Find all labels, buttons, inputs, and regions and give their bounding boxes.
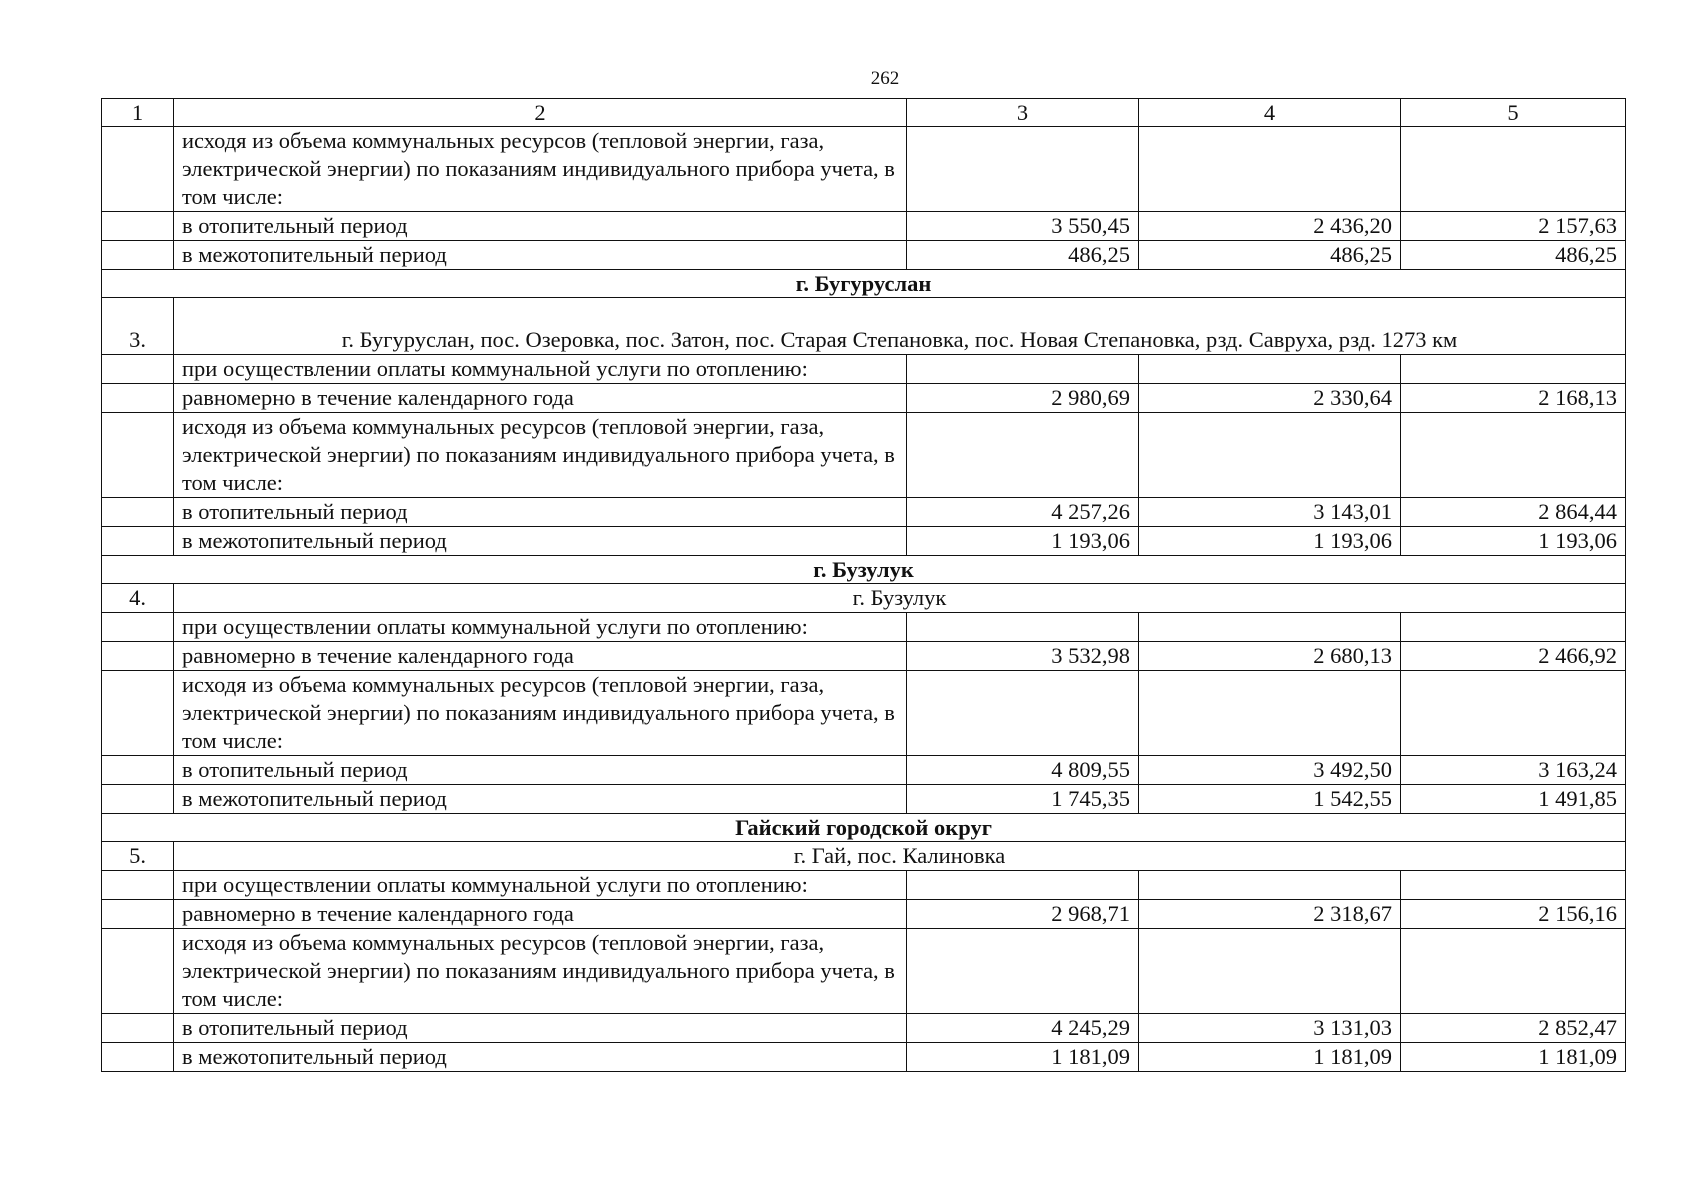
value-col3: 3 532,98 [907,642,1139,671]
row-number-cell [102,212,174,241]
column-number-header [102,99,1626,127]
value-col5 [1401,671,1626,756]
row-number-cell [102,785,174,814]
value-col3: 4 245,29 [907,1014,1139,1043]
value-col4 [1139,929,1401,1014]
table-row [102,1014,1626,1043]
table-row [102,613,1626,642]
table-row [102,498,1626,527]
value-col3: 4 257,26 [907,498,1139,527]
value-col4: 3 492,50 [1139,756,1401,785]
header-cell: 5 [1401,99,1626,127]
value-col4: 2 318,67 [1139,900,1401,929]
value-col3 [907,671,1139,756]
value-col4: 2 680,13 [1139,642,1401,671]
value-col4: 1 542,55 [1139,785,1401,814]
row-number-cell [102,642,174,671]
value-col3 [907,413,1139,498]
row-number-cell [102,929,174,1014]
value-col3 [907,127,1139,212]
row-number-cell [102,498,174,527]
description-cell: при осуществлении оплаты коммунальной услуги по отоплению: [174,355,907,384]
value-col5 [1401,127,1626,212]
row-number-cell [102,900,174,929]
value-col4: 1 193,06 [1139,527,1401,556]
value-col3: 4 809,55 [907,756,1139,785]
city-heading: г. Бугуруслан [102,270,1626,298]
value-col3 [907,355,1139,384]
table-row [102,756,1626,785]
city-heading: г. Бузулук [102,556,1626,584]
value-col4 [1139,613,1401,642]
table-row [102,127,1626,212]
value-col4 [1139,871,1401,900]
value-col3: 1 181,09 [907,1043,1139,1072]
table-row [102,871,1626,900]
locality-name: г. Бузулук [174,584,1626,613]
row-number-cell [102,241,174,270]
header-cell: 2 [174,99,907,127]
value-col5: 2 168,13 [1401,384,1626,413]
row-number-cell [102,1014,174,1043]
description-cell: равномерно в течение календарного года [174,900,907,929]
row-number-cell [102,613,174,642]
value-col5: 2 157,63 [1401,212,1626,241]
value-col4: 2 436,20 [1139,212,1401,241]
value-col3: 1 745,35 [907,785,1139,814]
table-row [102,355,1626,384]
row-number-cell [102,127,174,212]
value-col5 [1401,413,1626,498]
value-col3: 486,25 [907,241,1139,270]
value-col3 [907,871,1139,900]
description-cell: в межотопительный период [174,1043,907,1072]
city-heading-row [102,556,1626,584]
row-number-cell [102,413,174,498]
description-cell: исходя из объема коммунальных ресурсов (тепловой энергии, газа, электрической энергии) по показаниям индивидуального прибора учета, в том числе: [174,671,907,756]
row-number-cell [102,756,174,785]
value-col4: 1 181,09 [1139,1043,1401,1072]
value-col3: 1 193,06 [907,527,1139,556]
value-col4 [1139,413,1401,498]
item-number: 5. [102,842,174,871]
table-row [102,642,1626,671]
description-cell: в отопительный период [174,498,907,527]
locality-row [102,842,1626,871]
value-col5: 1 193,06 [1401,527,1626,556]
value-col5: 486,25 [1401,241,1626,270]
value-col3: 2 980,69 [907,384,1139,413]
value-col4: 3 143,01 [1139,498,1401,527]
description-cell: исходя из объема коммунальных ресурсов (тепловой энергии, газа, электрической энергии) по показаниям индивидуального прибора учета, в том числе: [174,413,907,498]
table-row [102,785,1626,814]
value-col5: 1 491,85 [1401,785,1626,814]
value-col5 [1401,871,1626,900]
row-number-cell [102,527,174,556]
value-col5 [1401,613,1626,642]
locality-row [102,298,1626,355]
description-cell: равномерно в течение календарного года [174,642,907,671]
city-heading: Гайский городской округ [102,814,1626,842]
description-cell: исходя из объема коммунальных ресурсов (тепловой энергии, газа, электрической энергии) по показаниям индивидуального прибора учета, в том числе: [174,127,907,212]
header-cell: 3 [907,99,1139,127]
value-col5: 2 156,16 [1401,900,1626,929]
table-row [102,413,1626,498]
value-col5: 3 163,24 [1401,756,1626,785]
value-col5: 2 864,44 [1401,498,1626,527]
value-col5: 2 466,92 [1401,642,1626,671]
value-col3 [907,929,1139,1014]
row-number-cell [102,871,174,900]
description-cell: в межотопительный период [174,527,907,556]
page-number: 262 [870,68,900,89]
item-number: 3. [102,298,174,355]
table-row [102,1043,1626,1072]
value-col4: 3 131,03 [1139,1014,1401,1043]
item-number: 4. [102,584,174,613]
value-col5: 1 181,09 [1401,1043,1626,1072]
table-row [102,671,1626,756]
row-number-cell [102,355,174,384]
city-heading-row [102,270,1626,298]
description-cell: в отопительный период [174,212,907,241]
description-cell: при осуществлении оплаты коммунальной услуги по отоплению: [174,613,907,642]
header-cell: 1 [102,99,174,127]
value-col5 [1401,929,1626,1014]
value-col5 [1401,355,1626,384]
value-col4 [1139,355,1401,384]
description-cell: в отопительный период [174,1014,907,1043]
header-cell: 4 [1139,99,1401,127]
value-col3 [907,613,1139,642]
row-number-cell [102,1043,174,1072]
value-col4 [1139,671,1401,756]
table-row [102,527,1626,556]
table-row [102,212,1626,241]
row-number-cell [102,384,174,413]
locality-row [102,584,1626,613]
value-col5: 2 852,47 [1401,1014,1626,1043]
table-row [102,384,1626,413]
locality-name: г. Бугуруслан, пос. Озеровка, пос. Затон, пос. Старая Степановка, пос. Новая Степановка, рзд. Савруха, рзд. 1273 км [174,298,1626,355]
locality-name: г. Гай, пос. Калиновка [174,842,1626,871]
value-col4: 2 330,64 [1139,384,1401,413]
description-cell: в межотопительный период [174,241,907,270]
description-cell: в межотопительный период [174,785,907,814]
description-cell: при осуществлении оплаты коммунальной услуги по отоплению: [174,871,907,900]
table-row [102,929,1626,1014]
row-number-cell [102,671,174,756]
description-cell: равномерно в течение календарного года [174,384,907,413]
value-col4: 486,25 [1139,241,1401,270]
value-col3: 2 968,71 [907,900,1139,929]
description-cell: исходя из объема коммунальных ресурсов (тепловой энергии, газа, электрической энергии) по показаниям индивидуального прибора учета, в том числе: [174,929,907,1014]
table-row [102,241,1626,270]
description-cell: в отопительный период [174,756,907,785]
value-col3: 3 550,45 [907,212,1139,241]
tariff-table [101,98,1626,1072]
value-col4 [1139,127,1401,212]
city-heading-row [102,814,1626,842]
table-row [102,900,1626,929]
